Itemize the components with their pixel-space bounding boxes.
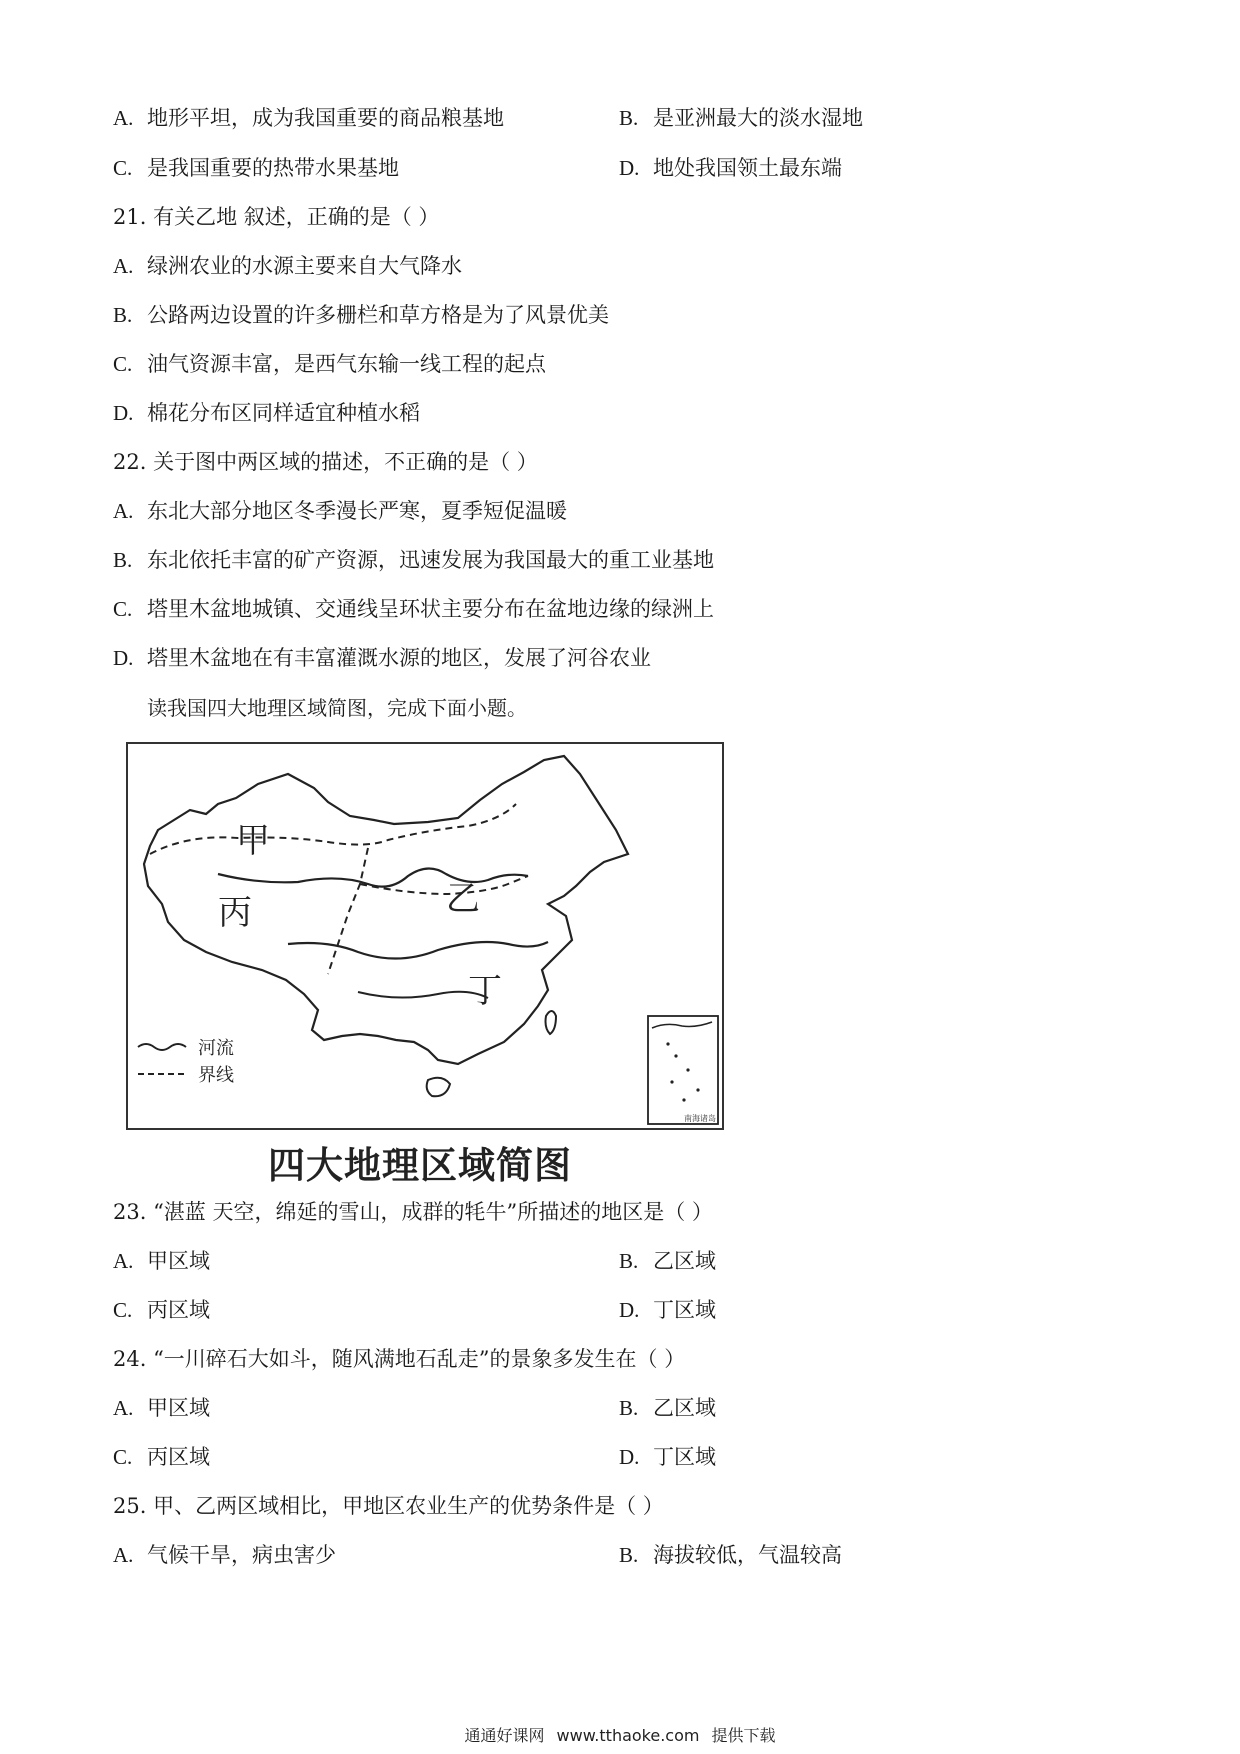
option-letter: C. bbox=[113, 1298, 133, 1322]
option-text: 东北大部分地区冬季漫长严寒，夏季短促温暖 bbox=[147, 499, 567, 523]
footer-site-name: 通通好课网 bbox=[464, 1726, 545, 1745]
option-text: 塔里木盆地在有丰富灌溉水源的地区，发展了河谷农业 bbox=[147, 646, 651, 670]
legend-river-label: 河流 bbox=[198, 1038, 234, 1059]
option-text: 丙区域 bbox=[147, 1298, 210, 1322]
q25-option-b bbox=[619, 1541, 842, 1569]
option-letter: D. bbox=[619, 1445, 640, 1469]
q23-option-a bbox=[113, 1247, 210, 1275]
option-letter: C. bbox=[113, 352, 133, 376]
region-label-yi: 乙 bbox=[446, 879, 480, 919]
boundary-line bbox=[150, 804, 516, 854]
inset-label: 南海诸岛 bbox=[684, 1114, 716, 1123]
q24-option-a bbox=[113, 1394, 210, 1422]
q25-stem: 25. 甲、乙两区域相比，甲地区农业生产的优势条件是（ ） bbox=[113, 1494, 664, 1518]
option-letter: C. bbox=[113, 1445, 133, 1469]
q24-stem: 24. “一川碎石大如斗，随风满地石乱走”的景象多发生在（ ） bbox=[113, 1347, 686, 1371]
q20-option-a bbox=[113, 104, 504, 132]
option-text: 丙区域 bbox=[147, 1445, 210, 1469]
q23-option-d bbox=[619, 1296, 716, 1324]
river-line bbox=[218, 868, 528, 886]
page-footer bbox=[0, 1723, 1240, 1746]
q22-option-d bbox=[113, 644, 651, 672]
option-letter: B. bbox=[619, 1543, 639, 1567]
option-text: 丁区域 bbox=[653, 1445, 716, 1469]
option-text: 绿洲农业的水源主要来自大气降水 bbox=[147, 254, 462, 278]
q20-option-b bbox=[619, 104, 863, 132]
footer-url[interactable]: www.tthaoke.com bbox=[556, 1726, 700, 1745]
option-letter: D. bbox=[113, 401, 134, 425]
option-text: 气候干旱，病虫害少 bbox=[147, 1543, 336, 1567]
option-text: 海拔较低，气温较高 bbox=[653, 1543, 842, 1567]
china-outline-map bbox=[128, 744, 722, 1128]
option-text: 丁区域 bbox=[653, 1298, 716, 1322]
option-text: 乙区域 bbox=[653, 1396, 716, 1420]
map-caption: 四大地理区域简图 bbox=[268, 1144, 572, 1187]
option-text: 公路两边设置的许多栅栏和草方格是为了风景优美 bbox=[147, 303, 609, 327]
option-letter: D. bbox=[113, 646, 134, 670]
region-label-bing: 丙 bbox=[218, 893, 252, 933]
option-letter: B. bbox=[619, 1396, 639, 1420]
q23-option-b bbox=[619, 1247, 716, 1275]
q22-option-b bbox=[113, 546, 714, 574]
option-letter: C. bbox=[113, 156, 133, 180]
q20-option-d bbox=[619, 154, 842, 182]
hainan-island bbox=[427, 1078, 450, 1097]
option-text: 乙区域 bbox=[653, 1249, 716, 1273]
option-text: 塔里木盆地城镇、交通线呈环状主要分布在盆地边缘的绿洲上 bbox=[147, 597, 714, 621]
option-text: 是亚洲最大的淡水湿地 bbox=[653, 106, 863, 130]
region-label-ding: 丁 bbox=[468, 971, 502, 1011]
option-letter: A. bbox=[113, 1543, 134, 1567]
legend-river-symbol bbox=[138, 1044, 186, 1050]
footer-suffix: 提供下载 bbox=[711, 1726, 776, 1745]
option-letter: C. bbox=[113, 597, 133, 621]
option-text: 东北依托丰富的矿产资源，迅速发展为我国最大的重工业基地 bbox=[147, 548, 714, 572]
q25-option-a bbox=[113, 1541, 336, 1569]
q21-option-c bbox=[113, 350, 546, 378]
inset-box bbox=[648, 1016, 718, 1124]
option-text: 地处我国领土最东端 bbox=[653, 156, 842, 180]
option-text: 甲区域 bbox=[147, 1249, 210, 1273]
q21-stem: 21. 有关乙地 叙述，正确的是（ ） bbox=[113, 205, 440, 229]
q22-option-a bbox=[113, 497, 567, 525]
q20-option-c bbox=[113, 154, 399, 182]
option-letter: A. bbox=[113, 1249, 134, 1273]
option-letter: A. bbox=[113, 499, 134, 523]
q22-stem: 22. 关于图中两区域的描述，不正确的是（ ） bbox=[113, 450, 538, 474]
q24-option-d bbox=[619, 1443, 716, 1471]
region-label-jia: 甲 bbox=[236, 821, 270, 861]
q22-option-c bbox=[113, 595, 714, 623]
q21-option-a bbox=[113, 252, 462, 280]
river-line bbox=[288, 942, 548, 959]
q23-stem: 23. “湛蓝 天空，绵延的雪山，成群的牦牛”所描述的地区是（ ） bbox=[113, 1200, 713, 1224]
option-text: 油气资源丰富，是西气东输一线工程的起点 bbox=[147, 352, 546, 376]
q21-option-d bbox=[113, 399, 420, 427]
option-letter: D. bbox=[619, 156, 640, 180]
q24-option-b bbox=[619, 1394, 716, 1422]
option-text: 地形平坦，成为我国重要的商品粮基地 bbox=[147, 106, 504, 130]
taiwan-island bbox=[546, 1011, 557, 1034]
option-letter: A. bbox=[113, 1396, 134, 1420]
q21-option-b bbox=[113, 301, 609, 329]
region-map bbox=[126, 742, 724, 1130]
option-letter: B. bbox=[619, 106, 639, 130]
legend-boundary-label: 界线 bbox=[198, 1065, 234, 1086]
option-letter: B. bbox=[619, 1249, 639, 1273]
map-intro: 读我国四大地理区域简图，完成下面小题。 bbox=[147, 696, 527, 720]
option-letter: D. bbox=[619, 1298, 640, 1322]
option-text: 是我国重要的热带水果基地 bbox=[147, 156, 399, 180]
boundary-line bbox=[360, 876, 528, 894]
option-text: 甲区域 bbox=[147, 1396, 210, 1420]
option-letter: A. bbox=[113, 254, 134, 278]
option-text: 棉花分布区同样适宜种植水稻 bbox=[147, 401, 420, 425]
option-letter: A. bbox=[113, 106, 134, 130]
option-letter: B. bbox=[113, 303, 133, 327]
q23-option-c bbox=[113, 1296, 210, 1324]
boundary-line bbox=[328, 848, 368, 974]
option-letter: B. bbox=[113, 548, 133, 572]
q24-option-c bbox=[113, 1443, 210, 1471]
